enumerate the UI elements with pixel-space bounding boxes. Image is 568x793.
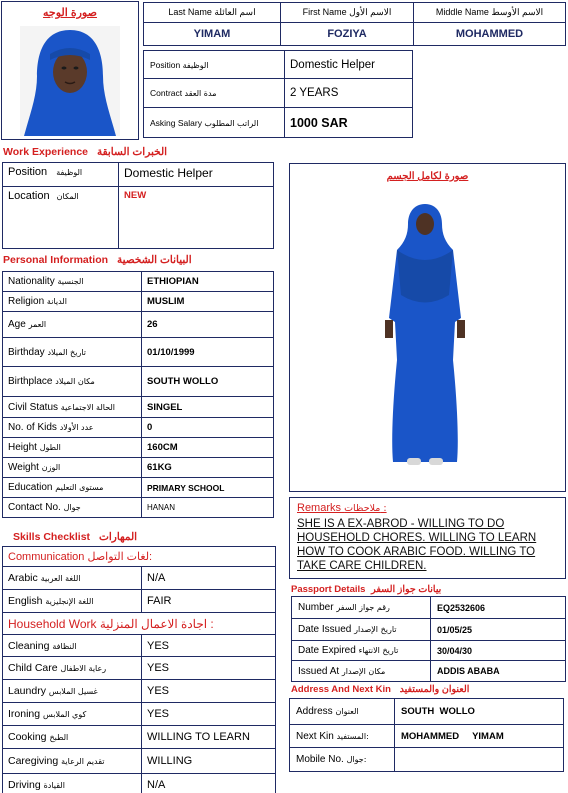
position-value: Domestic Helper — [285, 51, 413, 79]
weight-value: 61KG — [142, 458, 274, 478]
communication-title: Communication لغات التواصل: — [3, 547, 276, 567]
civil-status-value: SINGEL — [142, 397, 274, 418]
last-name-label: Last Name اسم العائلة — [144, 3, 281, 23]
work-location-value: NEW — [119, 187, 274, 249]
body-photo — [375, 200, 475, 475]
middle-name-value: MOHAMMED — [414, 23, 566, 46]
work-experience-table — [2, 162, 274, 249]
address-title: Address And Next Kin العنوان والمستفيد — [291, 684, 470, 695]
issued-at-value: ADDIS ABABA — [431, 661, 566, 682]
contract-value: 2 YEARS — [285, 79, 413, 108]
personal-info-table — [2, 271, 274, 518]
civil-status-label: Civil Status الحالة الاجتماعية — [3, 397, 142, 418]
passport-title: Passport Details بيانات جواز السفر — [291, 584, 442, 595]
contact-value: HANAN — [142, 498, 274, 518]
cooking-label: Cooking الطبخ — [3, 726, 142, 749]
face-photo — [20, 26, 120, 136]
work-experience-title: Work Experience الخبرات السابقة — [3, 146, 168, 158]
body-photo-frame — [289, 163, 566, 492]
next-kin-label: Next Kin المستفيد: — [290, 725, 395, 748]
driving-value: N/A — [142, 774, 276, 793]
cleaning-label: Cleaning النظافة — [3, 635, 142, 657]
religion-label: Religion الديانة — [3, 292, 142, 312]
skills-title: Skills Checklist المهارات — [13, 531, 138, 543]
name-table — [143, 2, 566, 46]
salary-label: Asking Salary الراتب المطلوب — [144, 108, 285, 138]
cleaning-value: YES — [142, 635, 276, 657]
first-name-label: First Name الاسم الأول — [281, 3, 414, 23]
issued-at-label: Issued At مكان الإصدار — [292, 661, 431, 682]
kids-label: No. of Kids عدد الأولاد — [3, 418, 142, 438]
ironing-label: Ironing كوي الملابس — [3, 703, 142, 726]
work-position-value: Domestic Helper — [119, 163, 274, 187]
face-photo-frame — [1, 1, 139, 140]
work-position-label: Position الوظيفة — [3, 163, 119, 187]
caregiving-value: WILLING — [142, 749, 276, 774]
passport-table — [291, 596, 566, 682]
arabic-value: N/A — [142, 567, 276, 590]
education-label: Education مستوى التعليم — [3, 478, 142, 498]
education-value: PRIMARY SCHOOL — [142, 478, 274, 498]
height-value: 160CM — [142, 438, 274, 458]
religion-value: MUSLIM — [142, 292, 274, 312]
address-value: SOUTH WOLLO — [395, 699, 564, 725]
contract-label: Contract مدة العقد — [144, 79, 285, 108]
nationality-label: Nationality الجنسية — [3, 272, 142, 292]
birthday-label: Birthday تاريخ الميلاد — [3, 338, 142, 367]
position-label: Position الوظيفة — [144, 51, 285, 79]
child-care-label: Child Care رعاية الاطفال — [3, 657, 142, 680]
last-name-value: YIMAM — [144, 23, 281, 46]
first-name-value: FOZIYA — [281, 23, 414, 46]
job-table — [143, 50, 413, 138]
english-value: FAIR — [142, 590, 276, 613]
laundry-value: YES — [142, 680, 276, 703]
address-label: Address العنوان — [290, 699, 395, 725]
age-label: Age العمر — [3, 312, 142, 338]
date-expired-label: Date Expired تاريخ الانتهاء — [292, 641, 431, 661]
laundry-label: Laundry غسيل الملابس — [3, 680, 142, 703]
mobile-value — [395, 748, 564, 772]
remarks-title: Remarks ملاحظات : — [297, 502, 387, 514]
driving-label: Driving القيادة — [3, 774, 142, 793]
weight-label: Weight الوزن — [3, 458, 142, 478]
middle-name-label: Middle Name الاسم الأوسط — [414, 3, 566, 23]
personal-info-title: Personal Information البيانات الشخصية — [3, 254, 192, 266]
birthplace-label: Birthplace مكان الميلاد — [3, 367, 142, 397]
passport-number-value: EQ2532606 — [431, 597, 566, 619]
birthplace-value: SOUTH WOLLO — [142, 367, 274, 397]
cooking-value: WILLING TO LEARN — [142, 726, 276, 749]
salary-value: 1000 SAR — [285, 108, 413, 138]
nationality-value: ETHIOPIAN — [142, 272, 274, 292]
face-photo-title: صورة الوجه — [43, 7, 97, 19]
remarks-text: SHE IS A EX-ABROD - WILLING TO DO HOUSEHOLD CHORES. WILLING TO LEARN HOW TO COOK ARABIC FOOD. WILLING TO TAKE CARE CHILDREN. — [297, 518, 537, 572]
ironing-value: YES — [142, 703, 276, 726]
birthday-value: 01/10/1999 — [142, 338, 274, 367]
caregiving-label: Caregiving تقديم الرعاية — [3, 749, 142, 774]
passport-number-label: Number رقم جواز السفر — [292, 597, 431, 619]
skills-table — [2, 546, 276, 793]
english-label: English اللغة الإنجليزية — [3, 590, 142, 613]
mobile-label: Mobile No. جوال: — [290, 748, 395, 772]
child-care-value: YES — [142, 657, 276, 680]
household-title: Household Work اجادة الاعمال المنزلية : — [3, 613, 276, 635]
date-issued-value: 01/05/25 — [431, 619, 566, 641]
date-expired-value: 30/04/30 — [431, 641, 566, 661]
height-label: Height الطول — [3, 438, 142, 458]
contact-label: Contact No. جوال — [3, 498, 142, 518]
age-value: 26 — [142, 312, 274, 338]
work-location-label: Location المكان — [3, 187, 119, 249]
body-photo-title: صورة لكامل الجسم — [386, 171, 469, 182]
next-kin-value: MOHAMMED YIMAM — [395, 725, 564, 748]
date-issued-label: Date Issued تاريخ الإصدار — [292, 619, 431, 641]
kids-value: 0 — [142, 418, 274, 438]
remarks-box — [289, 497, 566, 579]
arabic-label: Arabic اللغة العربية — [3, 567, 142, 590]
address-table — [289, 698, 564, 772]
